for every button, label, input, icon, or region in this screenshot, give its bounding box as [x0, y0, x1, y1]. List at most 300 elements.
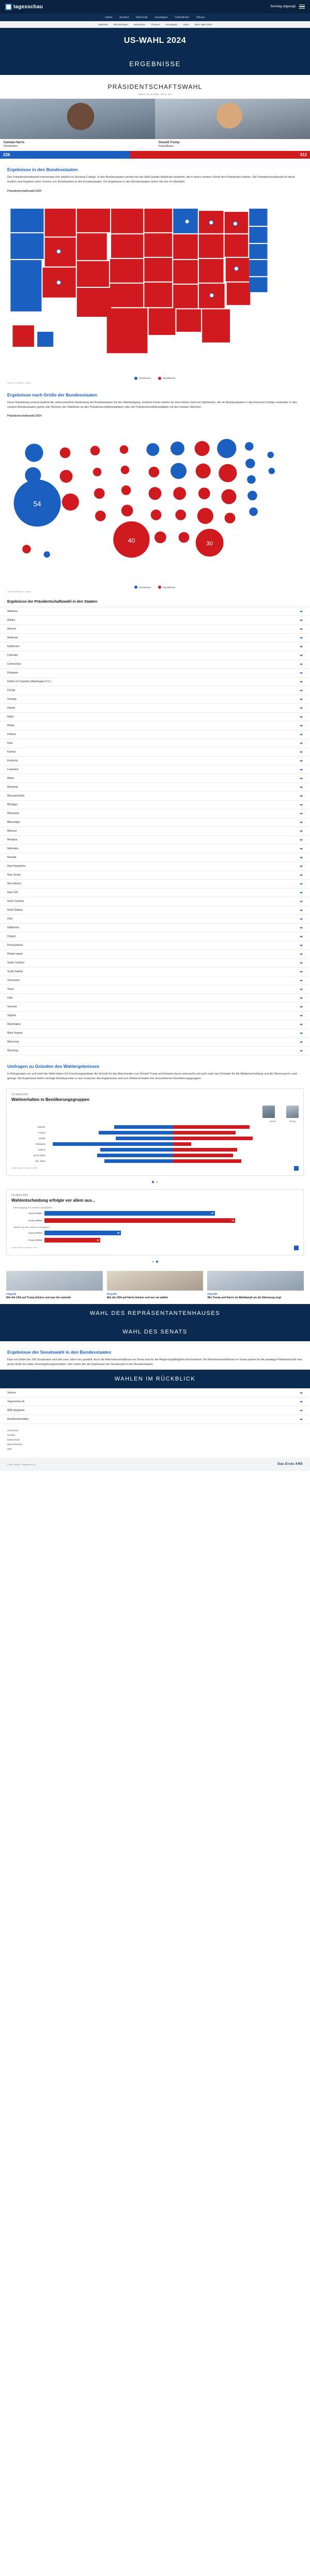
chart2-kicker: US-Wahl 2024 [11, 1193, 28, 1197]
state-accordion-item[interactable] [0, 897, 310, 906]
chart2-row [11, 1218, 299, 1223]
chevron-down-icon [300, 945, 303, 946]
state-name: South Dakota [7, 970, 23, 974]
teaser-image [207, 1271, 304, 1291]
map-source-1: Quelle: AP/Reuters u. eigene [7, 381, 32, 384]
state-name: Utah [7, 996, 13, 1000]
carousel-dot-1[interactable] [152, 1181, 154, 1183]
chevron-down-icon [300, 857, 303, 858]
chevron-down-icon [300, 681, 303, 683]
state-name: Michigan [7, 803, 18, 807]
footer-small-link[interactable]: Kontakt [7, 1434, 15, 1437]
chevron-down-icon [300, 875, 303, 876]
section-band-overview: WAHLEN IM RÜCKBLICK [0, 1370, 310, 1388]
sub-navigation [0, 13, 310, 21]
state-name: Alabama [7, 610, 18, 614]
state-name: North Dakota [7, 909, 23, 912]
chart2-value: 30 [117, 1231, 120, 1234]
harris-electoral-votes: 226 [3, 152, 10, 157]
legend-republicans [158, 377, 176, 380]
teaser-kicker: Infografik [6, 1292, 17, 1295]
state-name: Texas [7, 988, 14, 991]
state-accordion-item[interactable] [0, 915, 310, 924]
chevron-down-icon [300, 813, 303, 815]
senate-text: Etwa ein Drittel der 100 Senatssitze wird alle zwei Jahre neu gewählt. Auch die Mehrheitsverhältnisse im Senat sind für die Regierungsfähigkeit entscheidend. Die Mehrheitsverhältnisse im Senat spielen für die jeweilige Präsidentschaft eine große Rolle bei vielen Gesetzgebungsvorhaben. Hier sehen Sie die Ergebnisse der Senatswahl in den Bundesstaaten. [7, 1358, 302, 1366]
chevron-down-icon [300, 646, 303, 648]
trump-electoral-votes: 312 [300, 152, 307, 157]
state-accordion-item[interactable] [0, 704, 310, 713]
chevron-down-icon [300, 760, 303, 762]
chevron-down-icon [300, 1419, 303, 1420]
state-accordion-item[interactable] [0, 941, 310, 950]
chevron-down-icon [300, 839, 303, 841]
state-accordion-item[interactable] [0, 713, 310, 722]
state-accordion-item[interactable] [0, 1047, 310, 1055]
state-accordion-item[interactable] [0, 783, 310, 792]
survey-intro [0, 1055, 310, 1083]
carousel-dot-4[interactable] [156, 1261, 158, 1263]
legend-label-republicans-2: Republikaner [163, 586, 176, 589]
state-accordion-item[interactable] [0, 634, 310, 642]
nav-item-2[interactable]: Newsticker [133, 23, 146, 26]
legend-swatch-democrats [134, 377, 137, 380]
state-accordion-item[interactable] [0, 845, 310, 853]
block-text-size: Diese Darstellung veranschaulicht die unterschiedliche Bedeutung der Bundesstaaten für den Wahlausgang. Größere Kreise stehen für eine höhere Zahl von Wahlleuten, die ein Bundesstaaten in das Electoral College entsendet. In den meisten Bundesstaaten gehen alle Stimmen der Wahlleute an den Präsidentschaftskandidaten oder die Präsidentschaftskandidatin mit den meisten Stimmen. [7, 401, 297, 409]
chevron-down-icon [300, 690, 303, 692]
survey-heading: Umfragen zu Gründen des Wahlergebnisses [7, 1064, 100, 1069]
main-navigation [0, 21, 310, 28]
presidential-section-header [0, 75, 310, 99]
harris-portrait-image [0, 99, 155, 139]
state-accordion-item[interactable] [0, 976, 310, 985]
chevron-down-icon [300, 1392, 303, 1394]
chart1-series-trump: Trump [289, 1120, 296, 1123]
chevron-down-icon [300, 918, 303, 920]
nav-item-3[interactable]: Themen [151, 23, 160, 26]
state-accordion-item[interactable] [0, 748, 310, 757]
teaser-row [0, 1264, 310, 1304]
state-accordion-item[interactable] [0, 950, 310, 959]
bubble-map-svg [5, 423, 305, 584]
chevron-down-icon [300, 628, 303, 630]
teaser-kicker: Infografik [106, 1292, 117, 1295]
teaser-card[interactable] [107, 1271, 204, 1300]
chart1-row: 18-29 Jahre 54 [11, 1154, 299, 1157]
chevron-down-icon [300, 989, 303, 990]
chart1-category: 18-29 Jahre [33, 1154, 45, 1157]
state-name: Pennsylvania [7, 944, 23, 947]
footer-link-label: ARD-Angebote [7, 1409, 25, 1413]
state-accordion-item[interactable] [0, 1029, 310, 1038]
block-senate [0, 1341, 310, 1370]
hero-banner [0, 28, 310, 53]
state-name: Wyoming [7, 1049, 18, 1053]
state-accordion-item[interactable] [0, 906, 310, 915]
footer-small-link[interactable]: Impressum [7, 1429, 19, 1432]
state-accordion-item[interactable] [0, 1020, 310, 1029]
harris-caption [0, 139, 155, 151]
chevron-down-icon [300, 831, 303, 832]
state-name: Nebraska [7, 847, 19, 851]
trump-caption [155, 139, 310, 151]
state-name: Massachusetts [7, 794, 25, 798]
subnav-item-5[interactable]: Wissen [196, 16, 205, 19]
hamburger-icon[interactable] [299, 5, 305, 9]
legend-label-republicans: Republikaner [163, 377, 176, 380]
chart2-value: 67 [211, 1212, 214, 1215]
states-accordion-heading: Ergebnisse der Präsidentschaftswahl in den Staaten [7, 600, 98, 604]
brand-name: tagesschau [13, 4, 43, 10]
state-name: Rhode Island [7, 953, 23, 956]
states-accordion [0, 607, 310, 1055]
chevron-down-icon [300, 752, 303, 753]
us-choropleth-map[interactable] [0, 196, 310, 375]
trump-party: Republikaner [159, 145, 174, 148]
state-name: Georgia [7, 698, 17, 701]
state-accordion-item[interactable] [0, 730, 310, 739]
state-accordion-item[interactable] [0, 809, 310, 818]
candidate-row [0, 99, 310, 151]
footer-link-label: Service [7, 1391, 16, 1395]
brand-logo[interactable] [5, 4, 43, 10]
legend-democrats [134, 377, 151, 380]
harris-electoral-bar [0, 151, 130, 159]
footer-small-link[interactable]: Datenschutz [7, 1438, 20, 1442]
chart1-category: Latinos [38, 1148, 45, 1151]
state-name: Colorado [7, 654, 18, 657]
chart1-row [11, 1137, 299, 1140]
state-name: Delaware [7, 671, 19, 675]
chart2-source: Quelle: Edison Research / NEP [11, 1247, 38, 1249]
map-svg [5, 198, 305, 375]
chevron-down-icon [300, 1033, 303, 1034]
survey-text: In Befragungen vor und nach der Wahl haben US-Forschungsinstitute die Gründe für das Abschneiden von Donald Trump und Kamala Harris untersucht und auch nach den Gründen für die Wahlentscheidung und die Stimmung im Land gefragt. Die Ergebnisse liefern wichtige Anhaltspunkte zu den Ursachen des Ergebnisses und zum Wählerverhalten bei verschiedenen Bevölkerungsgruppen. [7, 1072, 297, 1081]
chevron-down-icon [300, 778, 303, 779]
nav-item-0[interactable]: Startseite [98, 23, 109, 26]
chevron-down-icon [300, 910, 303, 911]
chart1-footer [11, 1166, 299, 1171]
state-accordion-item[interactable] [0, 739, 310, 748]
state-accordion-item[interactable] [0, 642, 310, 651]
chart1-category: 65+ Jahre [35, 1159, 45, 1162]
state-accordion-item[interactable] [0, 686, 310, 695]
carousel-dot-2[interactable] [156, 1181, 158, 1183]
state-name: Kalifornien [7, 645, 20, 649]
state-name: Maine [7, 777, 14, 780]
state-accordion-item[interactable] [0, 888, 310, 897]
state-accordion-item[interactable] [0, 880, 310, 888]
top-header-bar [0, 0, 310, 13]
chevron-down-icon [300, 804, 303, 806]
footer-link-accordion [0, 1388, 310, 1424]
logo-mark-icon [5, 4, 12, 10]
state-accordion-item[interactable] [0, 695, 310, 704]
chevron-down-icon [300, 980, 303, 982]
state-name: Minnesota [7, 812, 20, 816]
chart1-category: Schwarze [35, 1142, 45, 1145]
state-accordion-item[interactable] [0, 924, 310, 932]
state-name: Wisconsin [7, 1040, 19, 1044]
share-icon[interactable] [294, 1166, 299, 1171]
chevron-down-icon [300, 611, 303, 612]
chevron-down-icon [300, 769, 303, 771]
state-accordion-item[interactable] [0, 836, 310, 845]
chart2-row [11, 1238, 299, 1243]
state-name: South Carolina [7, 961, 25, 965]
footer-link-label: Tagesschau.de [7, 1400, 25, 1404]
chevron-down-icon [300, 787, 303, 788]
state-accordion-item[interactable] [0, 827, 310, 836]
state-accordion-item[interactable] [0, 607, 310, 616]
state-accordion-item[interactable] [0, 1003, 310, 1011]
state-accordion-item[interactable] [0, 862, 310, 871]
chart-card-motivation [6, 1189, 304, 1255]
subnav-item-2[interactable]: Wirtschaft [136, 16, 148, 19]
subnav-item-0[interactable]: Inland [105, 16, 113, 19]
state-accordion-item[interactable] [0, 985, 310, 994]
chevron-down-icon [300, 822, 303, 823]
chart1-series-harris: Harris [270, 1120, 276, 1123]
bubble-chart-label: Präsidentschaftswahl 2024 [7, 415, 42, 418]
chevron-down-icon [300, 637, 303, 639]
footer-link-item[interactable] [0, 1389, 310, 1398]
results-timestamp: Stand: 23.12.2024, 09:11 Uhr [138, 93, 172, 96]
state-accordion-item[interactable] [0, 932, 310, 941]
subnav-item-4[interactable]: Faktenfinder [175, 16, 190, 19]
legend-label-democrats-2: Demokraten [139, 586, 151, 589]
chevron-down-icon [300, 708, 303, 709]
page-bottom-spacer [0, 1471, 310, 1559]
state-name: Hawaii [7, 707, 16, 710]
state-name: Alaska [7, 619, 16, 622]
map-legend [0, 375, 310, 381]
footer-link-item[interactable] [0, 1415, 310, 1424]
footer-small-link[interactable]: Barrierefreiheit [7, 1443, 22, 1446]
teaser-kicker: Infografik [207, 1292, 218, 1295]
state-name: Kentucky [7, 759, 18, 763]
electoral-vote-bar [0, 151, 310, 159]
state-accordion-item[interactable] [0, 1038, 310, 1047]
teaser-title: Wie Trump und Harris im Wahlkampf um die Stimmung ringt [207, 1296, 282, 1299]
chart1-category: Männer [38, 1125, 45, 1128]
nav-item-4[interactable]: Investigativ [165, 23, 178, 26]
state-name: North Carolina [7, 900, 24, 903]
chart1-title: Wahlverhalten in Bevölkerungsgruppen [11, 1097, 89, 1102]
chart1-kicker: US-Wahl 2024 [11, 1093, 28, 1096]
footer-link-item[interactable] [0, 1398, 310, 1406]
state-accordion-item[interactable] [0, 660, 310, 669]
state-name: Tennessee [7, 979, 20, 983]
chevron-down-icon [300, 1015, 303, 1017]
state-accordion-item[interactable] [0, 801, 310, 809]
state-name: Mississippi [7, 821, 20, 824]
chevron-down-icon [300, 699, 303, 700]
state-accordion-item[interactable] [0, 959, 310, 968]
map-chart-label: Präsidentschaftswahl 2024 [7, 189, 42, 193]
state-accordion-item[interactable] [0, 792, 310, 801]
chevron-down-icon [300, 998, 303, 999]
state-accordion-item[interactable] [0, 818, 310, 827]
us-bubble-map[interactable] [0, 421, 310, 584]
harris-name: Kamala Harris [4, 141, 25, 144]
block-text-states: Das Präsidentschaftswahl entscheidet sich letztlich im Electoral College. In den Bundesstaaten werden bei der Wahl jeweils Wahlleute bestimmt, die in einem zweiten Schritt den Präsidenten wählen. Die Präsidentschaftswahl ist damit letztlich eine Ergebnis einer Summe von Einzelwahlen in den Bundesstaaten. Die Ergebnisse in den Bundesstaaten sehen Sie hier im Überblick. [7, 176, 295, 183]
chevron-down-icon [300, 1410, 303, 1412]
chevron-down-icon [300, 795, 303, 797]
footer-small-link[interactable]: Hilfe [7, 1448, 12, 1451]
state-accordion-item[interactable] [0, 757, 310, 765]
teaser-card[interactable] [207, 1271, 304, 1300]
weather-label[interactable]: Sonntag abgesagt [270, 5, 296, 8]
chevron-down-icon [300, 734, 303, 735]
state-name: Montana [7, 838, 18, 842]
chart2-title: Wahlentscheidung erfolgte vor allem aus... [11, 1198, 96, 1203]
teaser-card[interactable] [6, 1271, 103, 1300]
senate-heading: Ergebnisse der Senatswahl in den Bundesstaaten [7, 1349, 112, 1355]
chevron-down-icon [300, 725, 303, 727]
chevron-down-icon [300, 954, 303, 955]
state-accordion-item[interactable] [0, 765, 310, 774]
chart2-row-label: Harris-Wähler [28, 1212, 42, 1215]
bubble-map-legend [0, 584, 310, 590]
state-accordion-item[interactable] [0, 853, 310, 862]
state-accordion-item[interactable] [0, 616, 310, 625]
map-source-2: Quelle: AP/Reuters u. eigene [7, 591, 32, 593]
state-accordion-item[interactable] [0, 871, 310, 880]
share-icon-2[interactable] [294, 1246, 299, 1250]
chevron-down-icon [300, 664, 303, 665]
chevron-down-icon [300, 716, 303, 718]
section-band-results: ERGEBNISSE [0, 53, 310, 75]
trump-portrait-image [155, 99, 310, 139]
state-accordion-item[interactable] [0, 994, 310, 1003]
chevron-down-icon [300, 927, 303, 929]
chart1-row [11, 1148, 299, 1152]
state-name: Iowa [7, 742, 13, 745]
legend-swatch-republicans-2 [158, 586, 161, 589]
footer-link-item[interactable] [0, 1406, 310, 1415]
chart2-group-heading: Überzeugung von meinem Kandidaten [13, 1206, 52, 1209]
chart1-row: Frauen 53 [11, 1131, 299, 1134]
chart1-series-names [11, 1120, 299, 1123]
chevron-down-icon [300, 1024, 303, 1025]
state-name: Arkansas [7, 636, 18, 640]
chart2-row [11, 1211, 299, 1216]
state-name: Missouri [7, 830, 17, 833]
state-name: Nevada [7, 856, 17, 860]
chart2-value: 22 [97, 1238, 100, 1241]
chart2-row-label: Trump-Wähler [28, 1219, 42, 1222]
state-accordion-item[interactable] [0, 625, 310, 634]
chart1-row [11, 1125, 299, 1129]
carousel-dot-3[interactable] [152, 1261, 154, 1263]
teaser-title: Wie die USA auf Harris blicken und wer sie wählte [106, 1296, 168, 1299]
chart-card-demographics [6, 1088, 304, 1176]
nav-item-5[interactable]: Video [183, 23, 189, 26]
chart1-row: Schwarze 86 [11, 1142, 299, 1146]
state-name: Idaho [7, 715, 14, 719]
trump-thumb-icon [286, 1106, 299, 1118]
chevron-down-icon [300, 962, 303, 964]
state-name: Illinois [7, 724, 14, 728]
state-name: New Hampshire [7, 865, 26, 868]
footer-small-links [0, 1424, 310, 1458]
state-name: Maryland [7, 786, 18, 789]
state-name: Kansas [7, 750, 16, 754]
chevron-down-icon [300, 1050, 303, 1052]
section-band-senate: WAHL DES SENATS [0, 1323, 310, 1341]
chart1-faces [11, 1106, 299, 1118]
chart2-row-label: Trump-Wähler [28, 1238, 42, 1241]
chevron-down-icon [300, 866, 303, 867]
legend-swatch-democrats-2 [134, 586, 137, 589]
legend-swatch-republicans [158, 377, 161, 380]
chevron-down-icon [300, 936, 303, 938]
trump-electoral-bar [130, 151, 310, 159]
harris-party: Demokraten [4, 145, 18, 148]
state-name: Indiana [7, 733, 16, 737]
state-name: West Virginia [7, 1032, 23, 1035]
block-heading-size: Ergebnisse nach Größe der Bundesstaaten [7, 392, 98, 397]
state-accordion-item[interactable] [0, 774, 310, 783]
chevron-down-icon [300, 892, 303, 894]
state-accordion-item[interactable] [0, 678, 310, 686]
state-name: Connecticut [7, 663, 21, 666]
chevron-down-icon [300, 883, 303, 885]
chart2-value: 75 [231, 1219, 234, 1222]
chart1-category: Frauen [38, 1131, 45, 1134]
chart1-source: Quelle: Edison Research / NEP [11, 1167, 38, 1170]
state-accordion-item[interactable] [0, 669, 310, 678]
subnav-item-1[interactable]: Ausland [119, 16, 129, 19]
block-heading-states: Ergebnisse in den Bundesstaaten [7, 167, 78, 172]
state-name: Virginia [7, 1014, 16, 1018]
state-accordion-item[interactable] [0, 968, 310, 976]
chevron-down-icon [300, 1401, 303, 1403]
candidate-harris [0, 99, 155, 151]
chevron-down-icon [300, 620, 303, 621]
state-accordion-item[interactable] [0, 1011, 310, 1020]
state-accordion-item[interactable] [0, 651, 310, 660]
trump-name: Donald Trump [159, 141, 180, 144]
teaser-title: Wie die USA auf Trump blicken und was ihn umtreibt [6, 1296, 71, 1299]
svg-text:40: 40 [128, 537, 135, 545]
subnav-item-3[interactable]: Investigativ [154, 16, 168, 19]
block-size-results [0, 384, 310, 421]
ard-logo: Das Erste ARD [277, 1463, 303, 1466]
chart2-footer [11, 1246, 299, 1250]
state-name: Louisiana [7, 768, 19, 772]
carousel-dots-2[interactable] [0, 1258, 310, 1264]
teaser-image [107, 1271, 204, 1291]
state-name: Washington [7, 1023, 21, 1026]
chevron-down-icon [300, 743, 303, 744]
chevron-down-icon [300, 655, 303, 656]
carousel-dots-1[interactable] [0, 1178, 310, 1184]
footer-link-label: Rundfunkanstalten [7, 1418, 29, 1421]
state-accordion-item[interactable] [0, 722, 310, 730]
harris-thumb-icon [262, 1106, 275, 1118]
footer-bottom-bar [0, 1458, 310, 1471]
nav-item-1[interactable]: Eilmeldungen [114, 23, 128, 26]
state-name: Vermont [7, 1005, 17, 1009]
nav-item-6[interactable]: Mehr Wahl 2024 [194, 23, 212, 26]
state-name: New York [7, 891, 19, 895]
copyright-text: © ARD-aktuell / tagesschau.de [7, 1463, 36, 1466]
chart1-row: 65+ Jahre 49 49 [11, 1159, 299, 1163]
chevron-down-icon [300, 1041, 303, 1043]
page-title: US-WAHL 2024 [123, 36, 187, 45]
chart2-row [11, 1231, 299, 1235]
